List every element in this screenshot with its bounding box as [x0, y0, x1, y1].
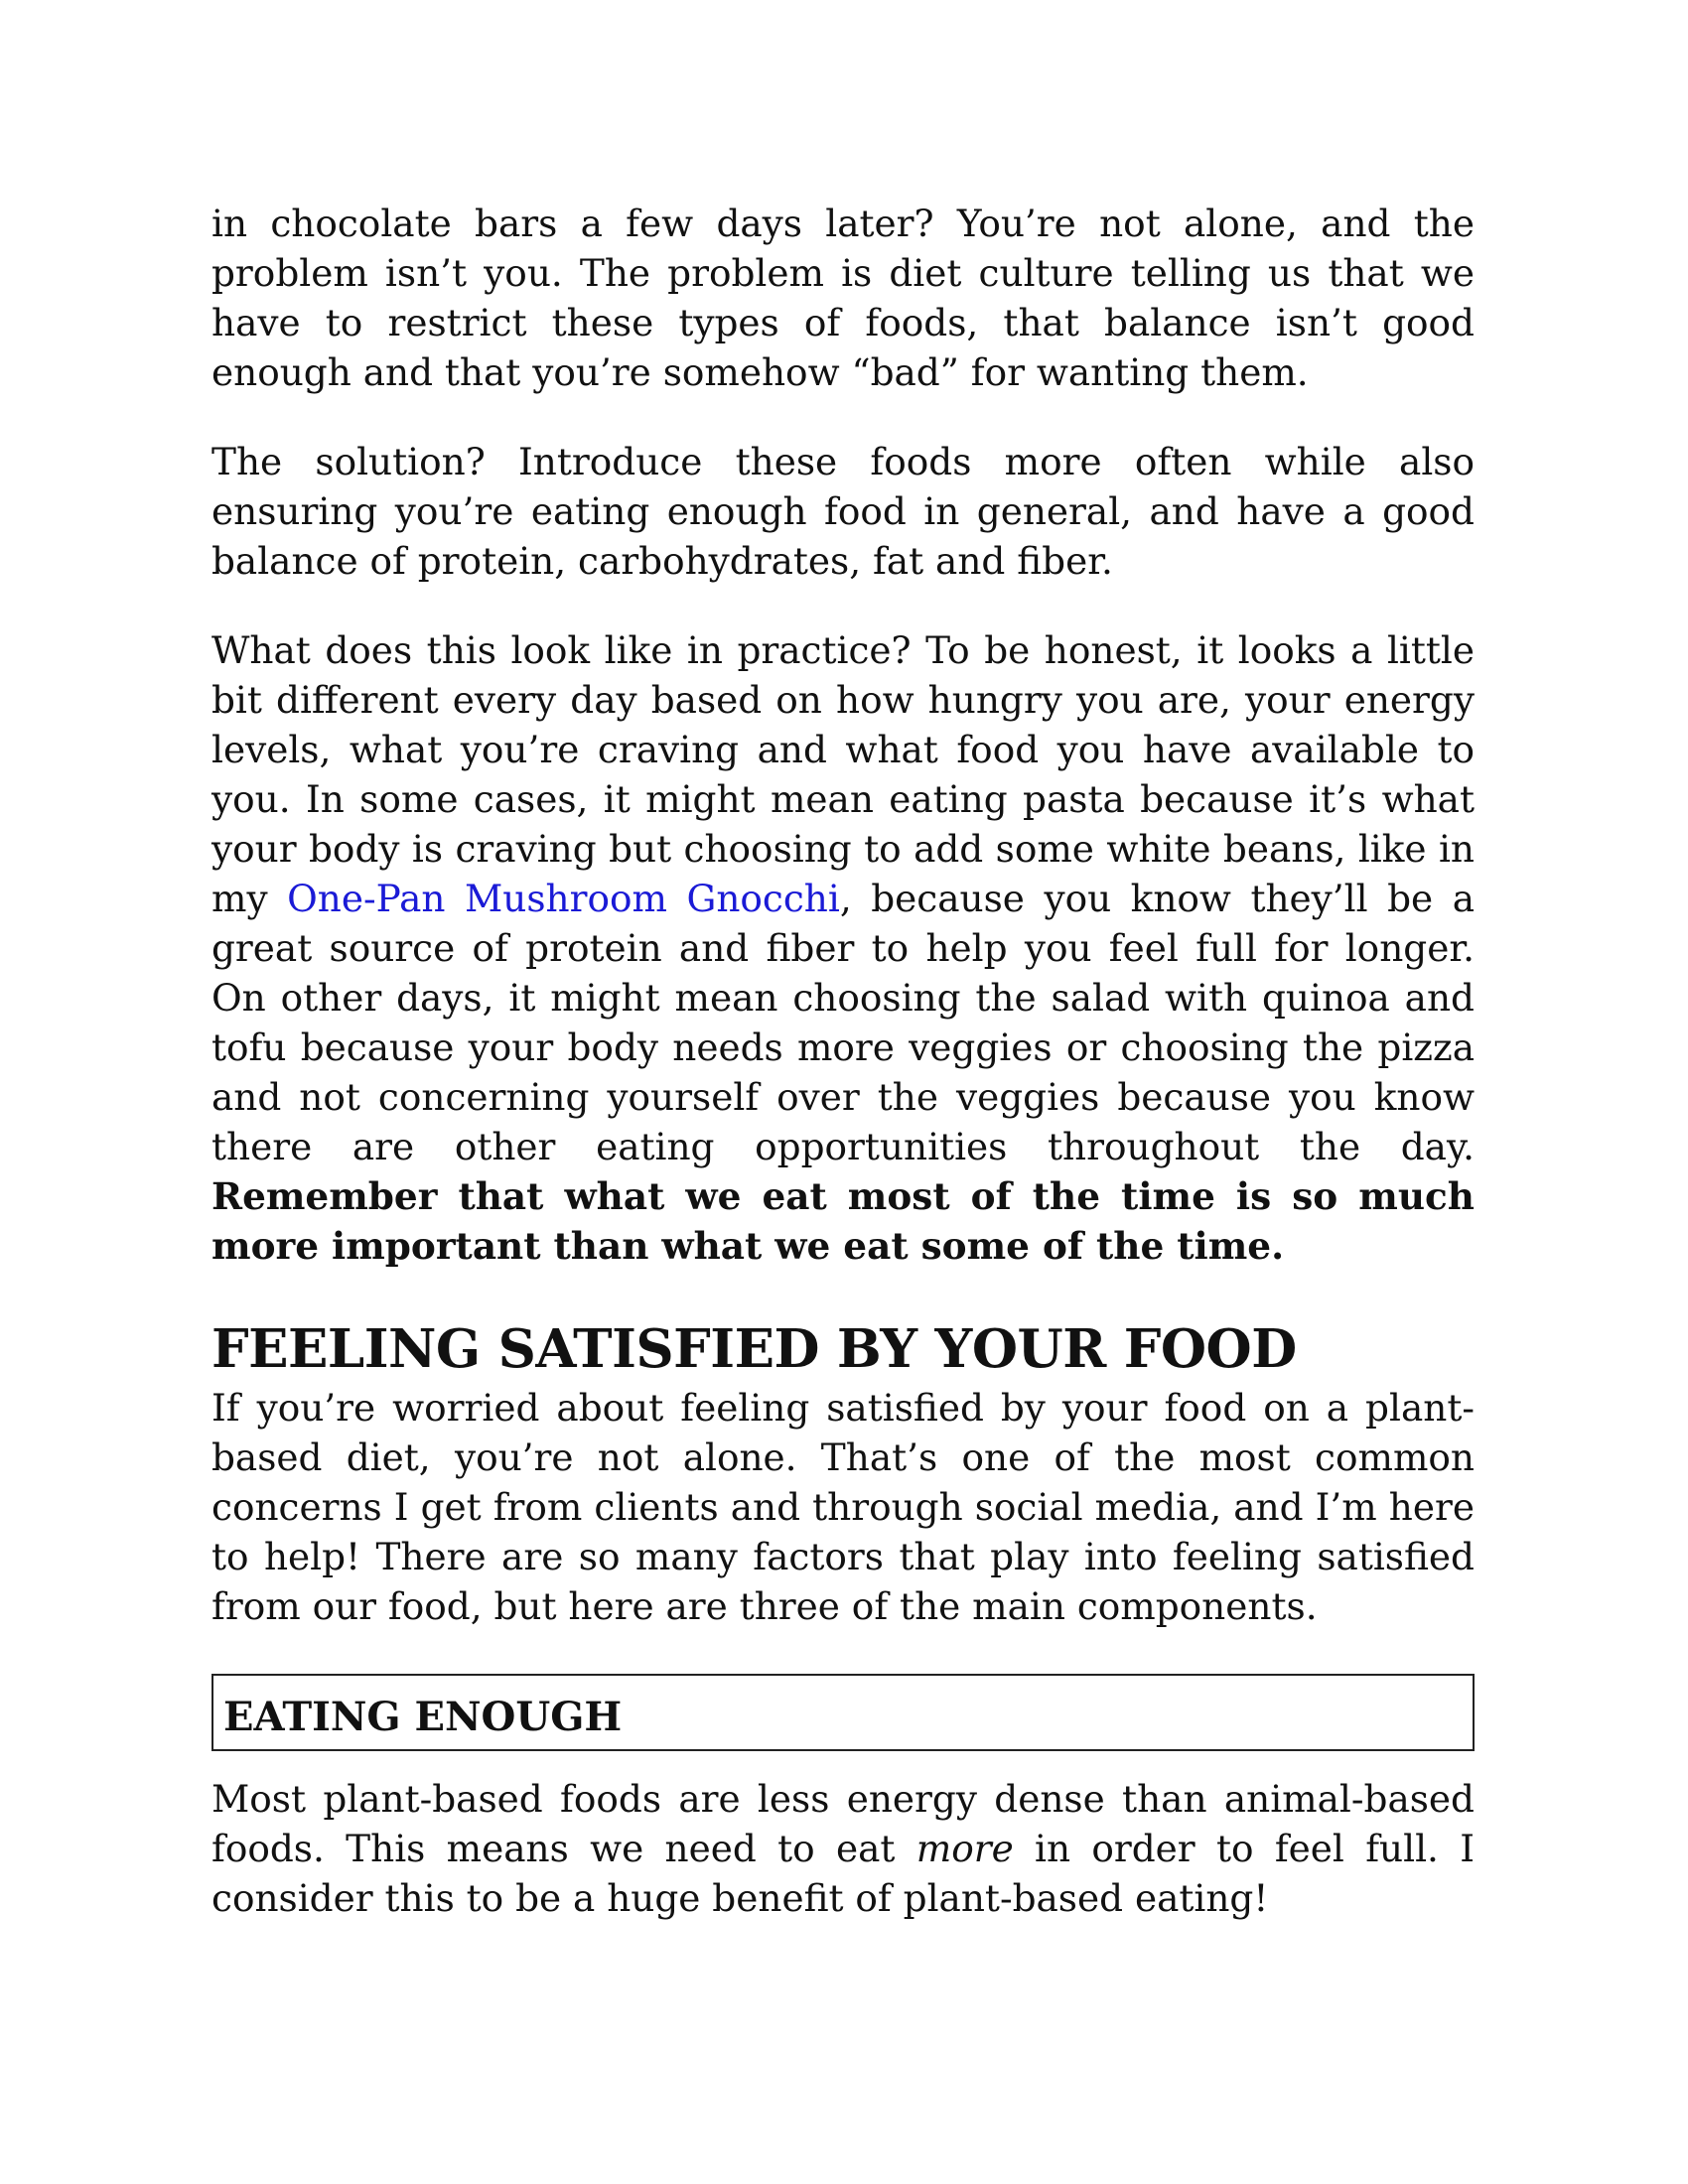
emphasis-more: more	[915, 1827, 1014, 1870]
paragraph-in-practice-text-b: , because you know they’ll be a great source of protein and fiber to help you feel full for longer. On other days, it might mean choosing the salad with quinoa and tofu because your body needs more veggies or choosing the pizza and not concerning yourself over the veggies because you know there are other eating opportunities throughout the day.	[211, 877, 1475, 1168]
paragraph-eating-enough	[211, 1774, 1475, 1923]
recipe-link-mushroom-gnocchi[interactable]: One-Pan Mushroom Gnocchi	[287, 877, 840, 920]
subsection-heading-box: EATING ENOUGH	[211, 1674, 1475, 1751]
section-heading: FEELING SATISFIED BY YOUR FOOD	[211, 1318, 1297, 1380]
paragraph-in-practice	[211, 625, 1475, 1271]
paragraph-solution: The solution? Introduce these foods more often while also ensuring you’re eating enough food in general, and have a good balance of protein, carbohydrates, fat and fiber.	[211, 440, 1475, 583]
emphasis-takeaway: Remember that what we eat most of the time is so much more important than what we eat some of the time.	[211, 1174, 1475, 1268]
paragraph-eating-enough-text-b: in order to feel full. I consider this to be a huge benefit of plant-based eating!	[211, 1827, 1475, 1920]
document-page	[211, 199, 1475, 1923]
paragraph-diet-culture: in chocolate bars a few days later? You’re not alone, and the problem isn’t you. The problem is diet culture telling us that we have to restrict these types of foods, that balance isn’t good enough and that you’re somehow “bad” for wanting them.	[211, 202, 1475, 394]
paragraph-satisfied-intro: If you’re worried about feeling satisfied by your food on a plant-based diet, you’re not alone. That’s one of the most common concerns I get from clients and through social media, and I’m here to help! There are so many factors that play into feeling satisfied from our food, but here are three of the main components.	[211, 1386, 1475, 1628]
paragraph-eating-enough-text-a: Most plant-based foods are less energy dense than animal-based foods. This means we need to eat	[211, 1777, 1475, 1870]
paragraph-in-practice-text-a: What does this look like in practice? To be honest, it looks a little bit different every day based on how hungry you are, your energy levels, what you’re craving and what food you have available to you. In some cases, it might mean eating pasta because it’s what your body is craving but choosing to add some white beans, like in my	[211, 628, 1475, 920]
